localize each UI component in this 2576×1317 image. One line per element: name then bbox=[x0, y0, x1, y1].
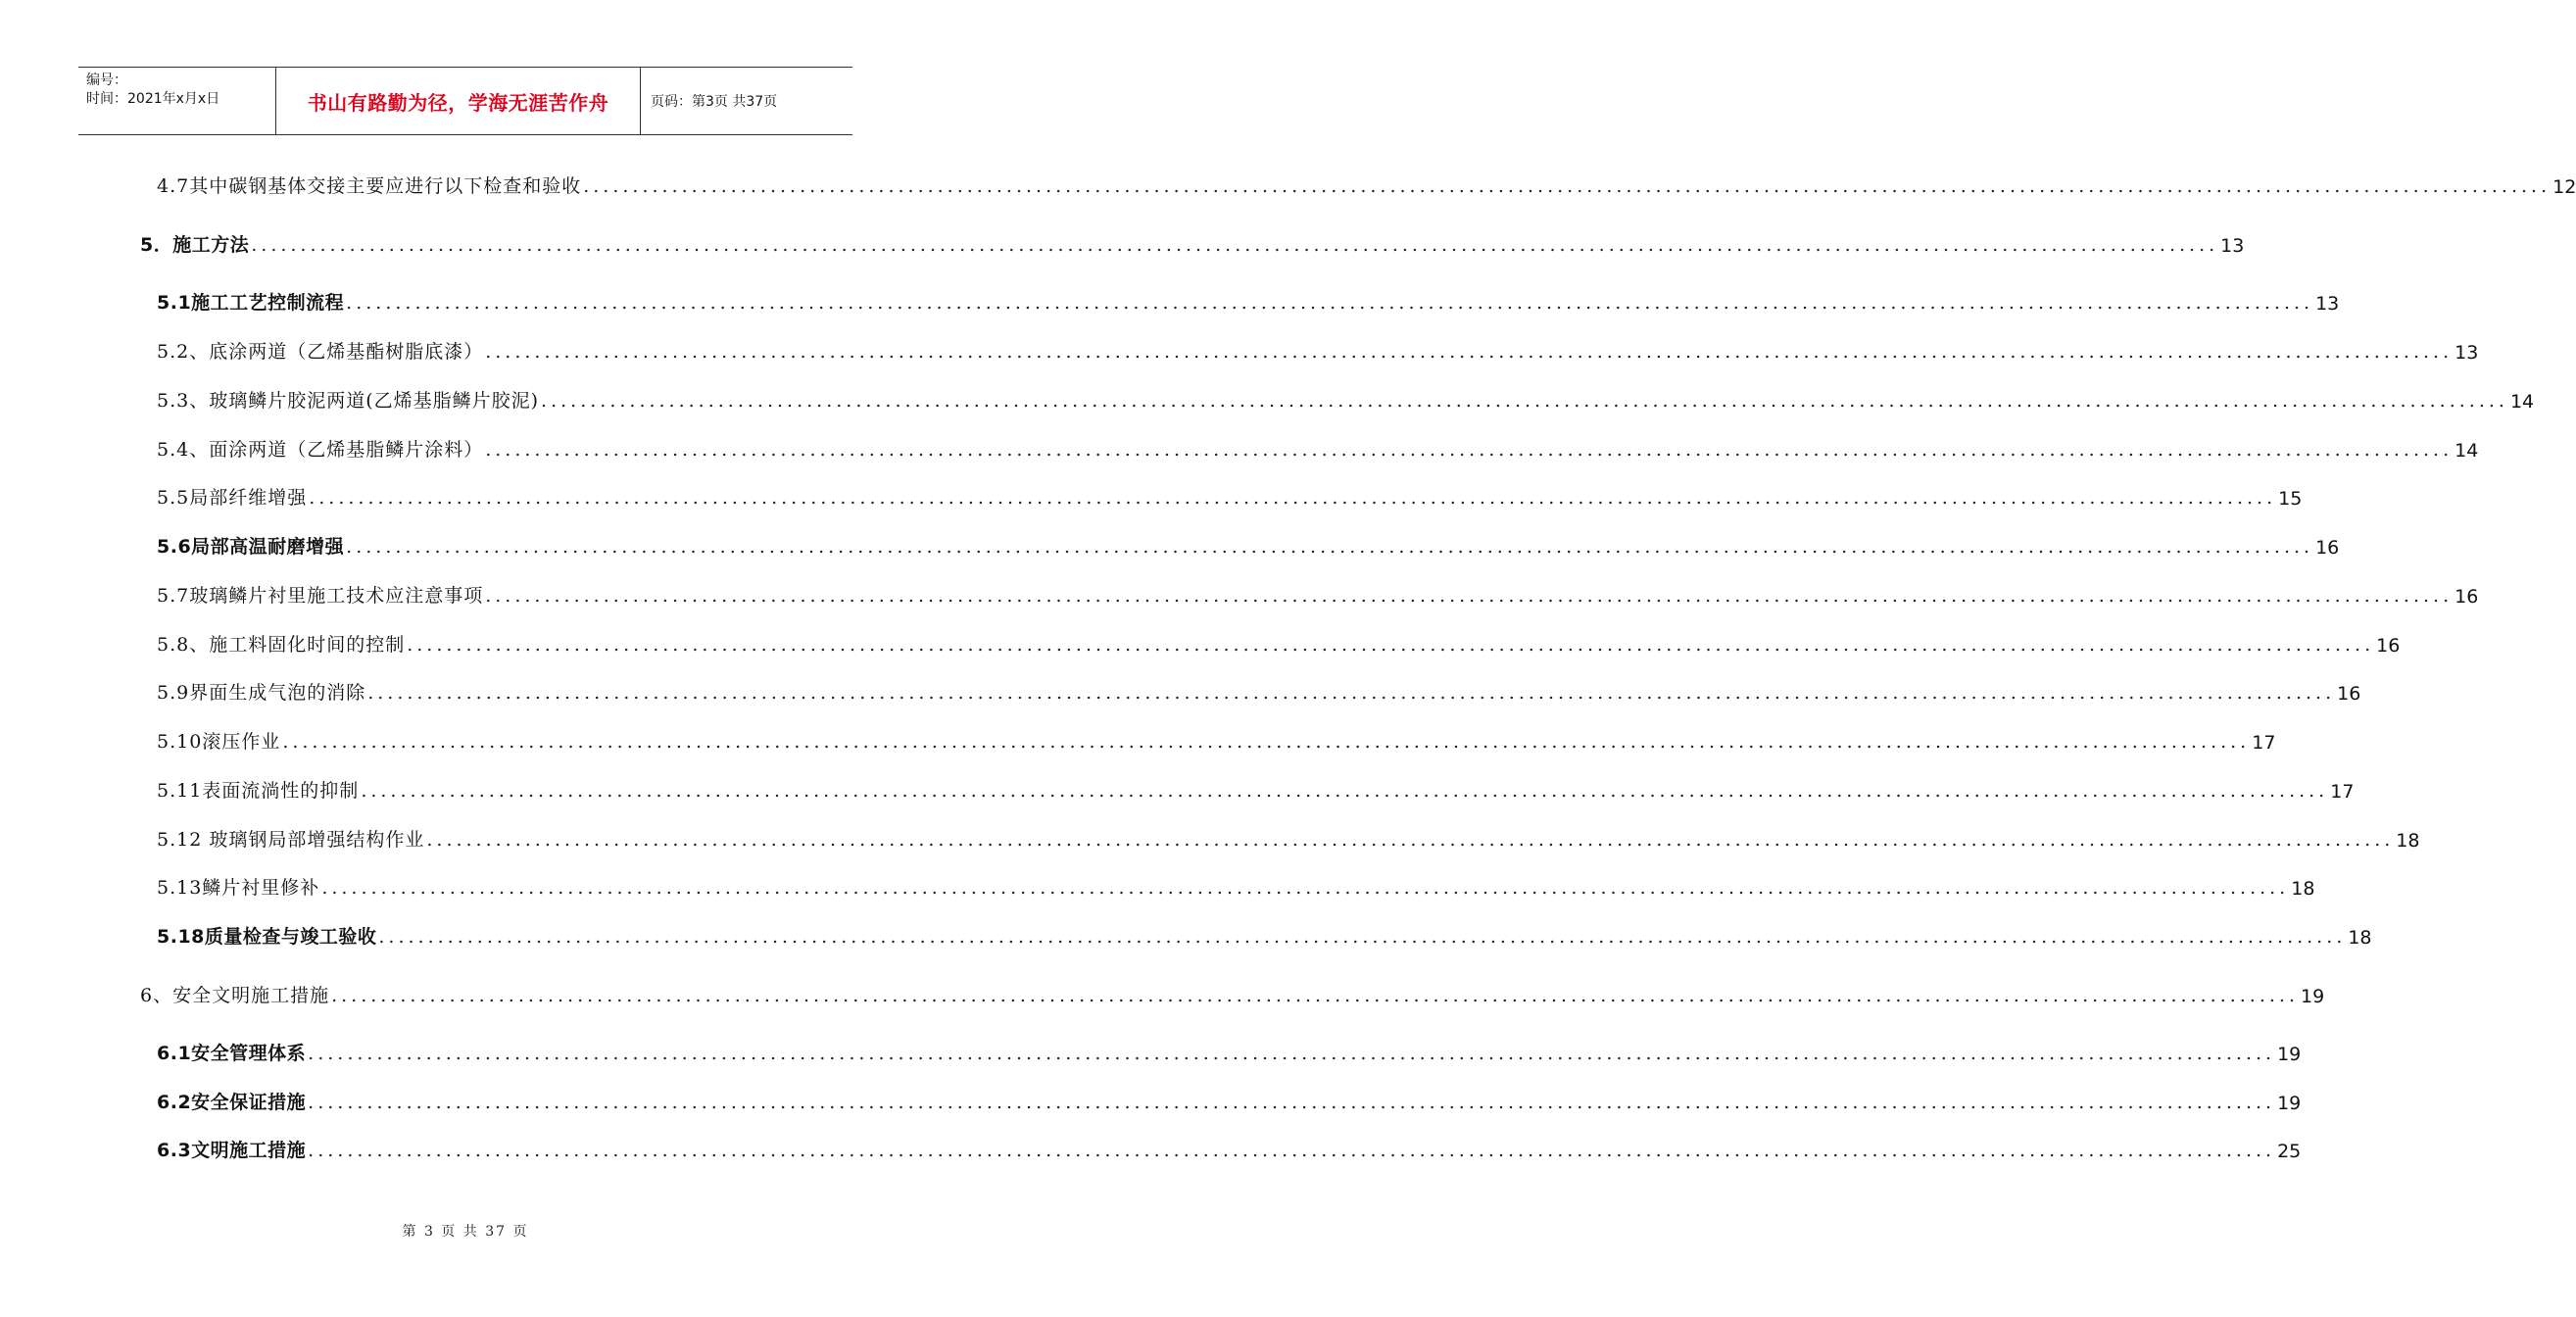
toc-entry-title: 5.7玻璃鳞片衬里施工技术应注意事项 bbox=[157, 585, 484, 607]
toc-entry[interactable] bbox=[157, 1036, 2302, 1065]
toc-entry[interactable] bbox=[140, 227, 2245, 257]
toc-entry-page-number: 16 bbox=[2315, 537, 2340, 559]
toc-entry-title: 6.2安全保证措施 bbox=[157, 1092, 307, 1113]
toc-entry[interactable] bbox=[157, 529, 2340, 559]
toc-leader-dots: ........................................................................................................................................................................................................ bbox=[583, 175, 2552, 197]
toc-leader-dots: ........................................................................................................................................................................................................ bbox=[308, 1140, 2276, 1161]
toc-entry-page-number: 19 bbox=[2277, 1093, 2302, 1114]
toc-entry-title: 6.1安全管理体系 bbox=[157, 1043, 307, 1064]
toc-entry-page-number: 18 bbox=[2348, 927, 2372, 949]
toc-entry-page-number: 12 bbox=[2552, 176, 2576, 198]
toc-entry-page-number: 13 bbox=[2315, 293, 2340, 315]
toc-entry-title: 6.3文明施工措施 bbox=[157, 1140, 307, 1161]
toc-entry-page-number: 19 bbox=[2301, 986, 2325, 1007]
toc-entry[interactable] bbox=[157, 773, 2355, 803]
document-date: 时间：2021年x月x日 bbox=[86, 91, 220, 107]
toc-leader-dots: ........................................................................................................................................................................................................ bbox=[426, 829, 2395, 851]
toc-entry-page-number: 16 bbox=[2376, 635, 2401, 657]
toc-entry-title: 4.7其中碳钢基体交接主要应进行以下检查和验收 bbox=[157, 175, 582, 197]
toc-entry-page-number: 14 bbox=[2454, 440, 2479, 462]
toc-entry[interactable] bbox=[157, 675, 2361, 705]
toc-entry[interactable] bbox=[140, 978, 2325, 1007]
toc-leader-dots: ........................................................................................................................................................................................................ bbox=[282, 731, 2251, 753]
toc-entry-title: 5.2、底涂两道（乙烯基酯树脂底漆） bbox=[157, 341, 484, 363]
toc-entry-page-number: 16 bbox=[2454, 586, 2479, 608]
toc-entry[interactable] bbox=[157, 480, 2303, 510]
toc-entry-title: 5.4、面涂两道（乙烯基脂鳞片涂料） bbox=[157, 439, 484, 461]
toc-entry-page-number: 16 bbox=[2337, 683, 2361, 705]
toc-entry[interactable] bbox=[157, 1133, 2302, 1162]
toc-entry-page-number: 17 bbox=[2252, 732, 2276, 754]
toc-entry-title: 5.1施工工艺控制流程 bbox=[157, 292, 345, 314]
toc-entry-title: 5.5局部纤维增强 bbox=[157, 487, 308, 509]
toc-entry-title: 5.18质量检查与竣工验收 bbox=[157, 926, 377, 948]
toc-entry-title: 6、安全文明施工措施 bbox=[140, 985, 330, 1006]
toc-leader-dots: ........................................................................................................................................................................................................ bbox=[346, 536, 2314, 558]
toc-entry[interactable] bbox=[157, 169, 2576, 198]
header-meta bbox=[78, 68, 276, 134]
toc-entry-title: 5．施工方法 bbox=[140, 234, 250, 256]
toc-entry-page-number: 13 bbox=[2220, 235, 2245, 257]
toc-entry-title: 5.11表面流淌性的抑制 bbox=[157, 780, 360, 802]
toc-entry-page-number: 18 bbox=[2291, 878, 2315, 900]
toc-leader-dots: ........................................................................................................................................................................................................ bbox=[485, 439, 2454, 461]
toc-leader-dots: ........................................................................................................................................................................................................ bbox=[541, 390, 2508, 412]
toc-entry[interactable] bbox=[157, 285, 2340, 315]
toc-entry-page-number: 18 bbox=[2396, 830, 2420, 852]
toc-entry[interactable] bbox=[157, 1085, 2302, 1114]
toc-leader-dots: ........................................................................................................................................................................................................ bbox=[485, 585, 2454, 607]
toc-entry[interactable] bbox=[157, 432, 2479, 462]
toc-leader-dots: ........................................................................................................................................................................................................ bbox=[367, 682, 2336, 704]
toc-entry[interactable] bbox=[157, 919, 2372, 949]
toc-entry-page-number: 14 bbox=[2509, 391, 2535, 413]
toc-leader-dots: ........................................................................................................................................................................................................ bbox=[308, 1043, 2276, 1064]
toc-leader-dots: ........................................................................................................................................................................................................ bbox=[331, 985, 2300, 1006]
toc-leader-dots: ........................................................................................................................................................................................................ bbox=[346, 292, 2314, 314]
toc-entry-page-number: 17 bbox=[2330, 781, 2355, 803]
toc-entry-title: 5.6局部高温耐磨增强 bbox=[157, 536, 345, 558]
toc-leader-dots: ........................................................................................................................................................................................................ bbox=[407, 634, 2375, 656]
document-number-label: 编号： bbox=[86, 73, 127, 88]
toc-leader-dots: ........................................................................................................................................................................................................ bbox=[309, 487, 2277, 509]
header-motto: 书山有路勤为径，学海无涯苦作舟 bbox=[276, 68, 641, 134]
toc-entry[interactable] bbox=[157, 822, 2420, 852]
toc-entry[interactable] bbox=[157, 724, 2276, 754]
page-header bbox=[78, 67, 852, 135]
toc-entry-title: 5.9界面生成气泡的消除 bbox=[157, 682, 366, 704]
toc-entry-title: 5.3、玻璃鳞片胶泥两道(乙烯基脂鳞片胶泥) bbox=[157, 390, 540, 412]
toc-entry-title: 5.10滚压作业 bbox=[157, 731, 281, 753]
toc-entry-page-number: 15 bbox=[2278, 488, 2303, 510]
toc-entry-title: 5.8、施工料固化时间的控制 bbox=[157, 634, 406, 656]
toc-leader-dots: ........................................................................................................................................................................................................ bbox=[251, 234, 2219, 256]
toc-entry-title: 5.12 玻璃钢局部增强结构作业 bbox=[157, 829, 425, 851]
toc-entry-page-number: 19 bbox=[2277, 1044, 2302, 1065]
toc-leader-dots: ........................................................................................................................................................................................................ bbox=[361, 780, 2329, 802]
header-page-info: 页码：第3页 共37页 bbox=[651, 94, 778, 110]
toc-entry-title: 5.13鳞片衬里修补 bbox=[157, 877, 320, 899]
toc-leader-dots: ........................................................................................................................................................................................................ bbox=[485, 341, 2454, 363]
toc-entry-page-number: 25 bbox=[2277, 1141, 2302, 1162]
toc-entry[interactable] bbox=[157, 870, 2315, 900]
page-footer: 第 3 页 共 37 页 bbox=[402, 1224, 529, 1240]
toc-entry-page-number: 13 bbox=[2454, 342, 2479, 364]
toc-leader-dots: ........................................................................................................................................................................................................ bbox=[378, 926, 2347, 948]
toc-entry[interactable] bbox=[157, 383, 2535, 413]
toc-leader-dots: ........................................................................................................................................................................................................ bbox=[308, 1092, 2276, 1113]
toc-entry[interactable] bbox=[157, 578, 2479, 608]
toc-entry[interactable] bbox=[157, 627, 2401, 657]
toc-entry[interactable] bbox=[157, 334, 2479, 364]
toc-leader-dots: ........................................................................................................................................................................................................ bbox=[321, 877, 2290, 899]
